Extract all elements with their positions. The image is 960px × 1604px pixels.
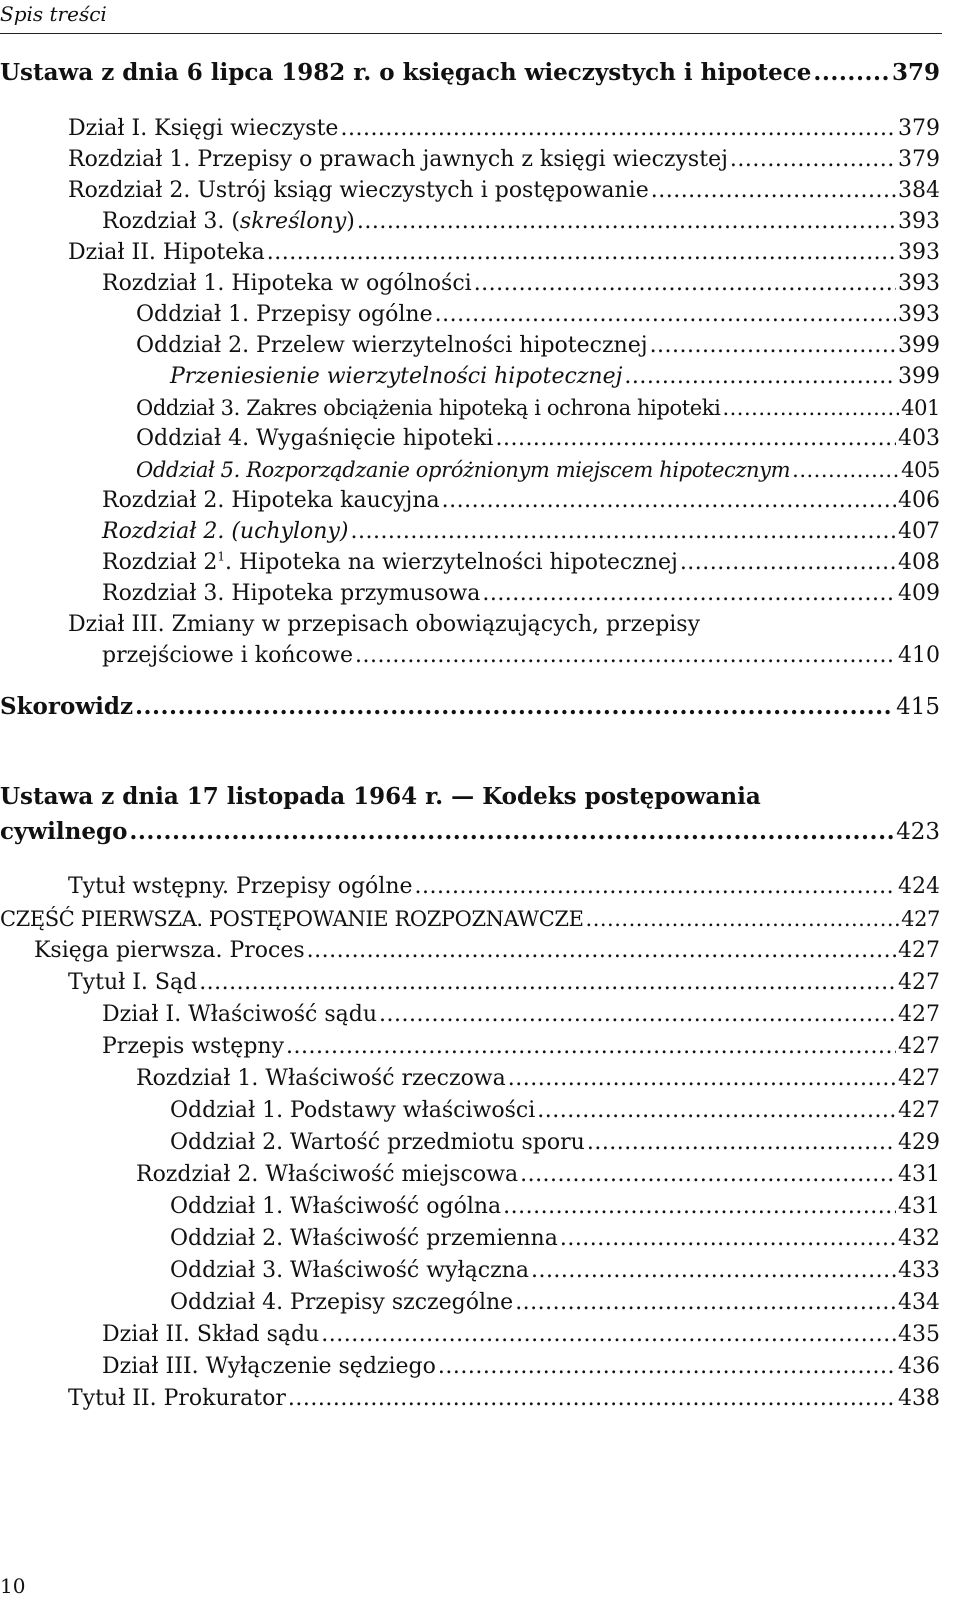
toc-entry-page: 393 [898, 302, 940, 327]
toc-entry-page: 379 [891, 59, 940, 86]
toc-entry[interactable] [68, 238, 940, 272]
dot-leader [482, 579, 896, 609]
dot-leader [135, 692, 894, 722]
dot-leader [199, 968, 896, 998]
dot-leader [508, 1064, 896, 1094]
dot-leader [730, 145, 896, 175]
toc-entry-page: 431 [898, 1194, 940, 1219]
toc-entry-page: 427 [898, 1002, 940, 1027]
toc-section-heading[interactable] [0, 58, 940, 92]
toc-entry[interactable] [136, 455, 940, 489]
toc-entry-page: 393 [898, 271, 940, 296]
toc-entry[interactable] [102, 207, 940, 241]
toc-entry-title: Oddział 2. Wartość przedmiotu sporu [170, 1130, 585, 1155]
dot-leader [442, 486, 896, 516]
toc-entry[interactable] [136, 1160, 940, 1194]
toc-entry-page: 409 [898, 581, 940, 606]
toc-entry-page: 429 [898, 1130, 940, 1155]
toc-entry[interactable] [170, 362, 940, 396]
toc-entry-page: 432 [898, 1226, 940, 1251]
toc-entry-page: 410 [898, 643, 940, 668]
dot-leader [307, 936, 896, 966]
page-number: 10 [0, 1574, 26, 1598]
dot-leader [438, 1352, 896, 1382]
toc-entry-title: Rozdział $2^1$. Hipoteka na wierzytelności hipotecznej [102, 549, 678, 575]
toc-entry-title: Dział I. Księgi wieczyste [68, 116, 339, 141]
toc-entry[interactable] [102, 269, 940, 303]
toc-entry-page: 427 [901, 907, 940, 931]
toc-entry[interactable] [68, 872, 940, 906]
toc-entry-page: 399 [898, 333, 940, 358]
toc-entry-page: 438 [898, 1386, 940, 1411]
toc-entry[interactable] [136, 331, 940, 365]
toc-entry-title: Rozdział 2. (uchylony) [102, 519, 349, 544]
running-header [0, 0, 942, 34]
dot-leader [474, 269, 896, 299]
toc-entry-title: Rozdział 3. (skreślony) [102, 209, 355, 234]
toc-entry-title: cywilnego [0, 818, 128, 845]
toc-entry[interactable] [170, 1192, 940, 1226]
dot-leader [537, 1096, 896, 1126]
toc-entry-page: 433 [898, 1258, 940, 1283]
toc-section-heading[interactable] [0, 817, 940, 851]
toc-entry-title: Oddział 4. Przepisy szczególne [170, 1290, 514, 1315]
toc-entry[interactable] [68, 1384, 940, 1418]
toc-entry-page: 427 [898, 938, 940, 963]
toc-entry[interactable] [170, 1288, 940, 1322]
toc-entry-page: 393 [898, 209, 940, 234]
toc-entry-page: 434 [898, 1290, 940, 1315]
toc-entry[interactable] [102, 1000, 940, 1034]
dot-leader [435, 300, 896, 330]
toc-entry[interactable] [136, 1064, 940, 1098]
toc-entry-page: 427 [898, 1098, 940, 1123]
toc-entry-title: Dział I. Właściwość sądu [102, 1002, 378, 1027]
toc-entry-page: 415 [896, 694, 940, 720]
toc-entry[interactable] [102, 517, 940, 551]
dot-leader [651, 176, 896, 206]
toc-entry-title: Skorowidz [0, 693, 134, 720]
toc-entry-title: Tytuł wstępny. Przepisy ogólne [68, 874, 413, 899]
toc-entry-page: 427 [898, 1066, 940, 1091]
dot-leader [129, 817, 894, 847]
toc-entry-page: 436 [898, 1354, 940, 1379]
dot-leader [415, 872, 896, 902]
toc-entry-page: 407 [898, 519, 940, 544]
dot-leader [680, 548, 896, 578]
toc-entry-page: 427 [898, 1034, 940, 1059]
toc-entry-title: Oddział 5. Rozporządzanie opróżnionym miejscem hipotecznym [136, 458, 791, 482]
dot-leader [350, 517, 896, 547]
toc-entry-title-line1: Dział III. Zmiany w przepisach obowiązujących, przepisy [68, 612, 701, 637]
dot-leader [560, 1224, 896, 1254]
toc-entry-page: 405 [901, 458, 940, 482]
toc-entry[interactable] [102, 486, 940, 520]
toc-entry-title: Oddział 1. Przepisy ogólne [136, 302, 433, 327]
toc-entry-page: 393 [898, 240, 940, 265]
dot-leader [355, 641, 896, 671]
toc-entry-title: Przepis wstępny [102, 1034, 284, 1059]
toc-entry-page: 379 [898, 116, 940, 141]
toc-entry-title: Tytuł I. Sąd [68, 970, 198, 995]
toc-entry-title: Ustawa z dnia 6 lipca 1982 r. o księgach wieczystych i hipotece [0, 59, 812, 86]
toc-entry-title: Rozdział 2. Hipoteka kaucyjna [102, 488, 440, 513]
toc-entry[interactable] [170, 1256, 940, 1290]
toc-entry-page: 379 [898, 147, 940, 172]
toc-entry-page: 401 [901, 396, 940, 420]
dot-leader [722, 393, 899, 423]
toc-entry-title: Dział II. Hipoteka [68, 240, 265, 265]
toc-entry-title: Dział II. Skład sądu [102, 1322, 320, 1347]
toc-entry-title: przejściowe i końcowe [102, 643, 353, 668]
dot-leader [503, 1192, 896, 1222]
toc-entry[interactable] [102, 1032, 940, 1066]
toc-entry-title: Rozdział 1. Przepisy o prawach jawnych z księgi wieczystej [68, 147, 728, 172]
dot-leader [288, 1384, 896, 1414]
toc-entry-title: Oddział 4. Wygaśnięcie hipoteki [136, 426, 494, 451]
toc-entry[interactable] [102, 579, 940, 613]
toc-entry[interactable] [170, 1096, 940, 1130]
dot-leader [379, 1000, 896, 1030]
toc-entry-title: Oddział 3. Właściwość wyłączna [170, 1258, 529, 1283]
toc-entry-page: 435 [898, 1322, 940, 1347]
toc-entry-page: 403 [898, 426, 940, 451]
toc-entry-title: Oddział 3. Zakres obciążenia hipoteką i ochrona hipoteki [136, 396, 721, 420]
toc-entry[interactable] [102, 548, 940, 582]
toc-section-heading-line1: Ustawa z dnia 17 listopada 1964 r. — Kodeks postępowania [0, 783, 761, 810]
dot-leader [813, 58, 890, 88]
toc-entry[interactable] [136, 300, 940, 334]
toc-entry[interactable] [102, 1320, 940, 1354]
toc-entry-page: 408 [898, 550, 940, 575]
toc-index-entry[interactable] [0, 692, 940, 726]
toc-entry-page: 384 [898, 178, 940, 203]
dot-leader [286, 1032, 896, 1062]
toc-entry-page: 423 [896, 819, 940, 845]
toc-entry[interactable] [34, 936, 940, 970]
toc-entry[interactable] [170, 1224, 940, 1258]
toc-entry-title: Oddział 2. Właściwość przemienna [170, 1226, 558, 1251]
toc-entry-title: Rozdział 1. Hipoteka w ogólności [102, 271, 472, 296]
toc-entry-title: Rozdział 2. Właściwość miejscowa [136, 1162, 519, 1187]
toc-entry-title: Oddział 2. Przelew wierzytelności hipotecznej [136, 333, 648, 358]
toc-entry-page: 427 [898, 970, 940, 995]
toc-entry-page: 431 [898, 1162, 940, 1187]
toc-entry[interactable] [68, 114, 940, 148]
toc-entry-title: CZĘŚĆ PIERWSZA. POSTĘPOWANIE ROZPOZNAWCZE [0, 907, 584, 931]
toc-entry-title: Przeniesienie wierzytelności hipotecznej [170, 364, 623, 389]
running-header-title: Spis treści [0, 2, 107, 26]
toc-entry[interactable] [0, 904, 940, 938]
toc-entry-page: 399 [898, 364, 940, 389]
dot-leader [531, 1256, 896, 1286]
toc-entry[interactable] [68, 176, 940, 210]
dot-leader [321, 1320, 896, 1350]
toc-entry-title: Księga pierwsza. Proces [34, 938, 305, 963]
toc-entry-title: Rozdział 3. Hipoteka przymusowa [102, 581, 481, 606]
toc-entry-page: 424 [898, 874, 940, 899]
toc-entry[interactable] [102, 1352, 940, 1386]
toc-entry[interactable] [136, 393, 940, 427]
toc-entry[interactable] [102, 641, 940, 675]
toc-entry-title: Oddział 1. Podstawy właściwości [170, 1098, 536, 1123]
dot-leader [495, 424, 896, 454]
toc-entry-title: Rozdział 1. Właściwość rzeczowa [136, 1066, 506, 1091]
dot-leader [624, 362, 896, 392]
toc-entry[interactable] [68, 968, 940, 1002]
toc-entry-title: Tytuł II. Prokurator [68, 1386, 286, 1411]
toc-entry[interactable] [170, 1128, 940, 1162]
toc-entry[interactable] [68, 145, 940, 179]
dot-leader [650, 331, 896, 361]
dot-leader [586, 904, 900, 934]
dot-leader [520, 1160, 896, 1190]
toc-entry-title: Rozdział 2. Ustrój ksiąg wieczystych i postępowanie [68, 178, 649, 203]
toc-entry-page: 406 [898, 488, 940, 513]
dot-leader [792, 455, 899, 485]
toc-entry[interactable] [136, 424, 940, 458]
dot-leader [515, 1288, 896, 1318]
dot-leader [267, 238, 896, 268]
toc-entry-title: Dział III. Wyłączenie sędziego [102, 1354, 436, 1379]
dot-leader [357, 207, 896, 237]
dot-leader [340, 114, 896, 144]
dot-leader [587, 1128, 896, 1158]
toc-entry-title: Oddział 1. Właściwość ogólna [170, 1194, 502, 1219]
